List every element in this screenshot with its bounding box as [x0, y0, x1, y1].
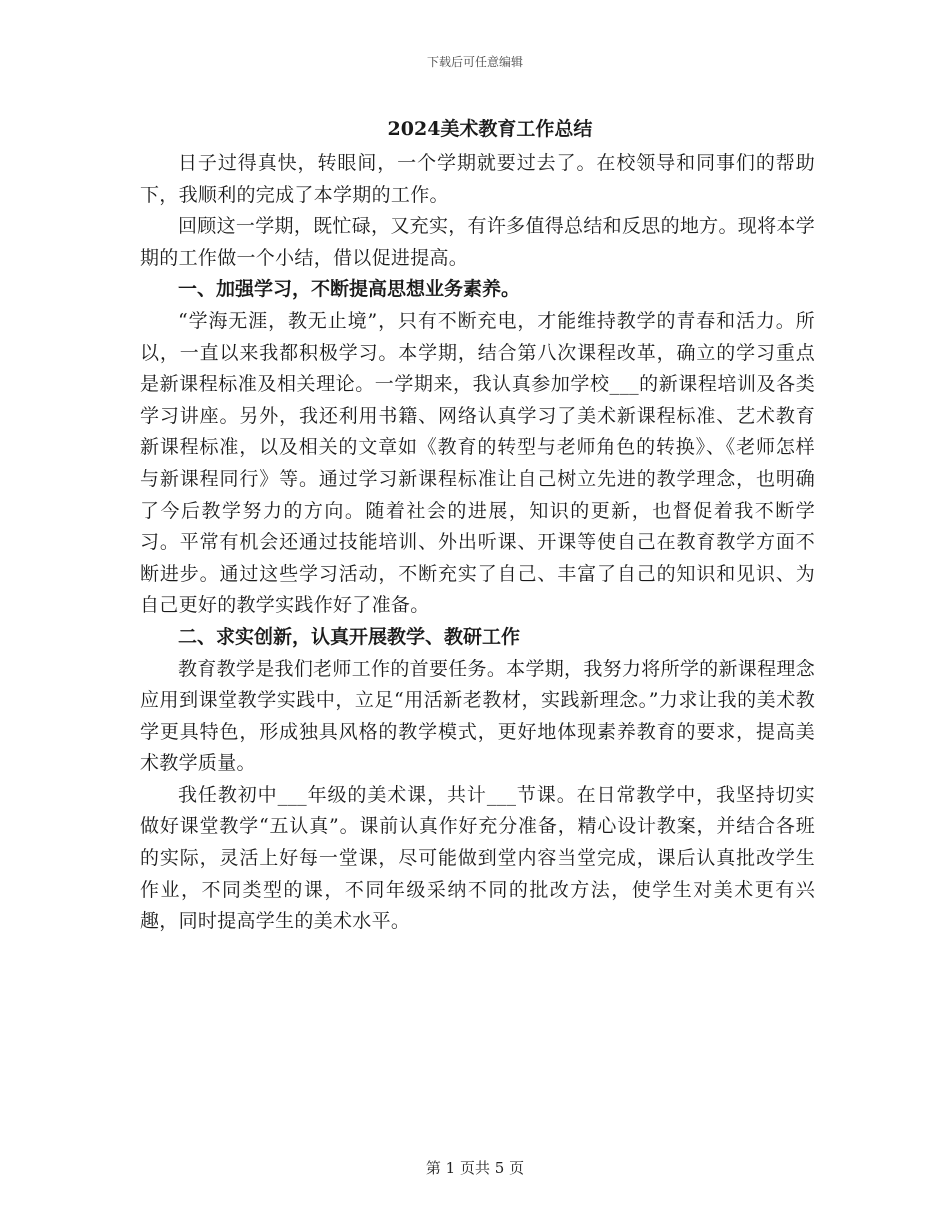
paragraph-intro: 日子过得真快，转眼间，一个学期就要过去了。在校领导和同事们的帮助下，我顺利的完成了本学期的工作。: [140, 152, 815, 206]
paragraph-classes: 我任教初中___年级的美术课，共计___节课。在日常教学中，我坚持切实做好课堂教学“五认真”。课前认真作好充分准备，精心设计教案，并结合各班的实际，灵活上好每一堂课，尽可能做到堂内容当堂完成，课后认真批改学生作业，不同类型的课，不同年级采纳不同的批改方法，使学生对美术更有兴趣，同时提高学生的美术水平。: [140, 783, 815, 933]
document-title: 2024美术教育工作总结: [387, 118, 593, 140]
page-number: 第 1 页共 5 页: [425, 1159, 525, 1177]
section-heading-1: 一、加强学习，不断提高思想业务素养。: [178, 278, 521, 301]
paragraph-study: “学海无涯，教无止境”，只有不断充电，才能维持教学的青春和活力。所以，一直以来我都积极学习。本学期，结合第八次课程改革，确立的学习重点是新课程标准及相关理论。一学期来，我认真参加学校___的新课程培训及各类学习讲座。另外，我还利用书籍、网络认真学习了美术新课程标准、艺术教育新课程标准，以及相关的文章如《教育的转型与老师角色的转换》、《老师怎样与新课程同行》等。通过学习新课程标准让自己树立先进的教学理念，也明确了今后教学努力的方向。随着社会的进展，知识的更新，也督促着我不断学习。平常有机会还通过技能培训、外出听课、开课等使自己在教育教学方面不断进步。通过这些学习活动，不断充实了自己、丰富了自己的知识和见识、为自己更好的教学实践作好了准备。: [140, 309, 815, 617]
section-heading-2: 二、求实创新，认真开展教学、教研工作: [178, 625, 521, 648]
document-body: [140, 148, 815, 938]
page-header-note: 下载后可任意编辑: [426, 55, 523, 69]
paragraph-review: 回顾这一学期，既忙碌，又充实，有许多值得总结和反思的地方。现将本学期的工作做一个小结，借以促进提高。: [140, 215, 815, 269]
paragraph-teaching: 教育教学是我们老师工作的首要任务。本学期，我努力将所学的新课程理念应用到课堂教学实践中，立足“用活新老教材，实践新理念。”力求让我的美术教学更具特色，形成独具风格的教学模式，更好地体现素养教育的要求，提高美术教学质量。: [140, 657, 815, 775]
